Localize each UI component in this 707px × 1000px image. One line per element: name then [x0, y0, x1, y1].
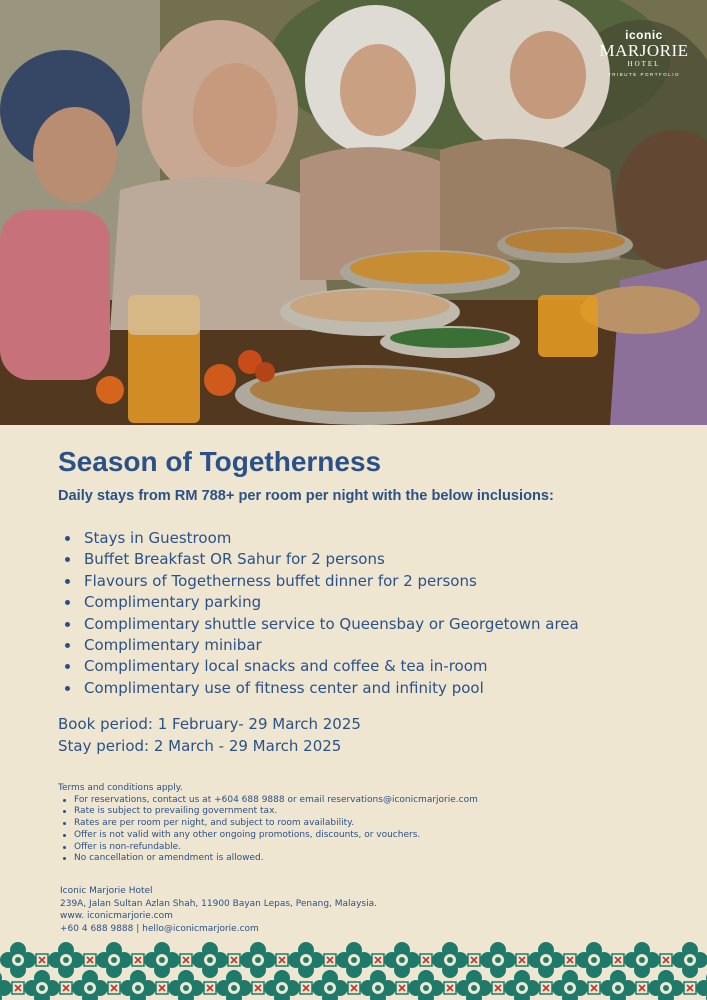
- hotel-address: 239A, Jalan Sultan Azlan Shah, 11900 Bayan Lepas, Penang, Malaysia.: [60, 898, 377, 909]
- hero-photo: [0, 0, 707, 425]
- offer-section: [58, 440, 678, 757]
- list-item: For reservations, contact us at +604 688 9888 or email reservations@iconicmarjorie.com: [58, 795, 678, 807]
- offer-title: Season of Togetherness: [58, 446, 382, 477]
- list-item: Stays in Guestroom: [58, 528, 678, 549]
- list-item: Offer is non-refundable.: [58, 842, 678, 854]
- list-item: Complimentary local snacks and coffee & tea in-room: [58, 656, 678, 677]
- logo-line-marjorie: MARJORIE: [599, 41, 689, 60]
- hotel-phone-email[interactable]: +60 4 688 9888 | hello@iconicmarjorie.com: [60, 923, 259, 934]
- list-item: Complimentary use of fitness center and infinity pool: [58, 678, 678, 699]
- hotel-name: Iconic Marjorie Hotel: [60, 886, 153, 896]
- list-item: No cancellation or amendment is allowed.: [58, 853, 678, 865]
- list-item: Flavours of Togetherness buffet dinner for 2 persons: [58, 571, 678, 592]
- list-item: Rates are per room per night, and subject to room availability.: [58, 818, 678, 830]
- geometric-tile-pattern-icon: [0, 940, 707, 1000]
- hotel-logo: [599, 28, 689, 77]
- list-item: Complimentary shuttle service to Queensbay or Georgetown area: [58, 614, 678, 635]
- inclusions-list: [58, 528, 678, 699]
- list-item: Complimentary parking: [58, 592, 678, 613]
- logo-line-iconic: iconic: [625, 28, 663, 42]
- terms-section: [58, 783, 678, 865]
- list-item: Complimentary minibar: [58, 635, 678, 656]
- contact-section: [60, 885, 680, 935]
- book-period: Book period: 1 February- 29 March 2025: [58, 715, 361, 734]
- offer-periods: [58, 714, 678, 757]
- stay-period: Stay period: 2 March - 29 March 2025: [58, 736, 342, 755]
- terms-list: [58, 795, 678, 865]
- list-item: Rate is subject to prevailing government tax.: [58, 806, 678, 818]
- list-item: Buffet Breakfast OR Sahur for 2 persons: [58, 549, 678, 570]
- terms-heading: Terms and conditions apply.: [58, 783, 183, 793]
- list-item: Offer is not valid with any other ongoing promotions, discounts, or vouchers.: [58, 830, 678, 842]
- offer-subtitle: Daily stays from RM 788+ per room per night with the below inclusions:: [58, 488, 554, 504]
- logo-line-hotel: HOTEL: [627, 60, 661, 68]
- hotel-website[interactable]: www. iconicmarjorie.com: [60, 911, 173, 922]
- logo-line-tribute: TRIBUTE PORTFOLIO: [608, 72, 680, 77]
